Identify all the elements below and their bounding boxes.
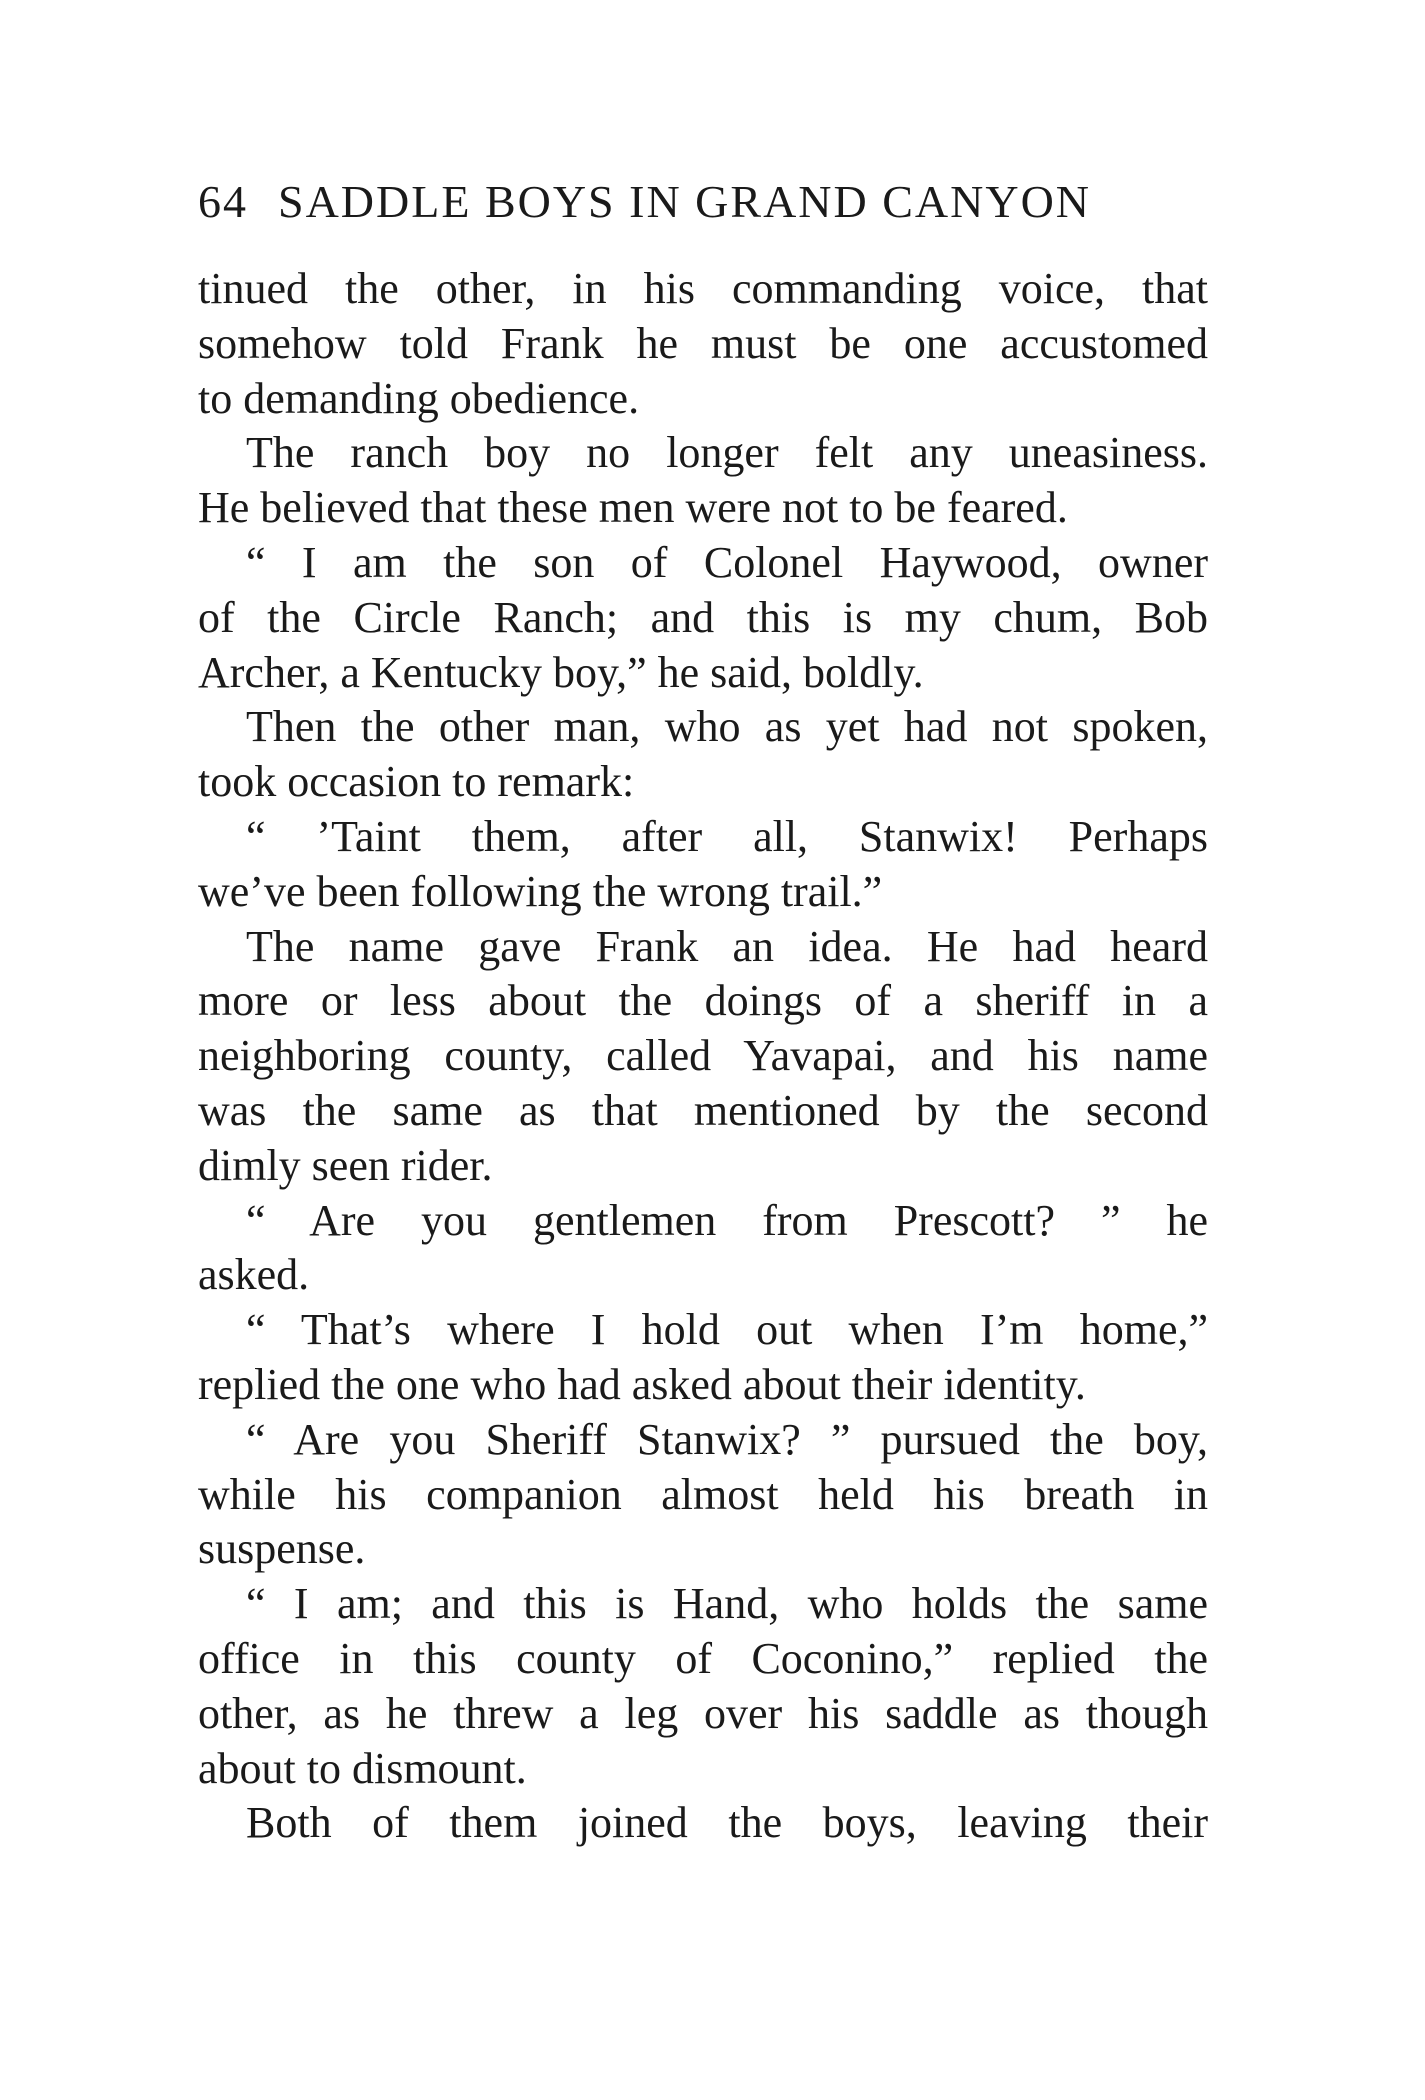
text-line: office in this county of Coconino,” replied the bbox=[198, 1633, 1208, 1683]
text-line: He believed that these men were not to be feared. bbox=[198, 483, 1068, 533]
text-line: neighboring county, called Yavapai, and his name bbox=[198, 1031, 1208, 1081]
text-line: “ Are you gentlemen from Prescott? ” he bbox=[246, 1195, 1208, 1245]
text-line: Then the other man, who as yet had not spoken, bbox=[246, 702, 1208, 752]
text-line: The name gave Frank an idea. He had heard bbox=[246, 921, 1208, 971]
text-line: “ I am; and this is Hand, who holds the same bbox=[246, 1579, 1208, 1629]
text-line: “ That’s where I hold out when I’m home,” bbox=[246, 1305, 1208, 1355]
text-line: replied the one who had asked about their identity. bbox=[198, 1359, 1086, 1409]
text-line: of the Circle Ranch; and this is my chum, Bob bbox=[198, 592, 1208, 642]
text-line: about to dismount. bbox=[198, 1743, 527, 1793]
text-line: suspense. bbox=[198, 1524, 366, 1574]
text-line: we’ve been following the wrong trail.” bbox=[198, 866, 883, 916]
text-line: to demanding obedience. bbox=[198, 373, 640, 423]
text-line: somehow told Frank he must be one accustomed bbox=[198, 318, 1208, 368]
text-line: other, as he threw a leg over his saddle as though bbox=[198, 1688, 1208, 1738]
body-text bbox=[198, 262, 1208, 1851]
text-line: Archer, a Kentucky boy,” he said, boldly. bbox=[198, 647, 924, 697]
text-line: The ranch boy no longer felt any uneasiness. bbox=[246, 428, 1208, 478]
text-line: was the same as that mentioned by the second bbox=[198, 1085, 1208, 1135]
text-line: took occasion to remark: bbox=[198, 757, 635, 807]
text-line: “ I am the son of Colonel Haywood, owner bbox=[246, 537, 1208, 587]
running-title: SADDLE BOYS IN GRAND CANYON bbox=[278, 176, 1092, 227]
text-line: dimly seen rider. bbox=[198, 1140, 493, 1190]
text-line: more or less about the doings of a sheriff in a bbox=[198, 976, 1208, 1026]
page-number: 64 bbox=[198, 176, 248, 227]
text-line: while his companion almost held his breath in bbox=[198, 1469, 1208, 1519]
text-line: Both of them joined the boys, leaving their bbox=[246, 1798, 1208, 1848]
text-line: “ Are you Sheriff Stanwix? ” pursued the boy, bbox=[246, 1414, 1208, 1464]
page-header bbox=[198, 172, 1208, 232]
text-line: asked. bbox=[198, 1250, 310, 1300]
text-line: “ ’Taint them, after all, Stanwix! Perhaps bbox=[246, 811, 1208, 861]
text-line: tinued the other, in his commanding voice, that bbox=[198, 264, 1208, 313]
